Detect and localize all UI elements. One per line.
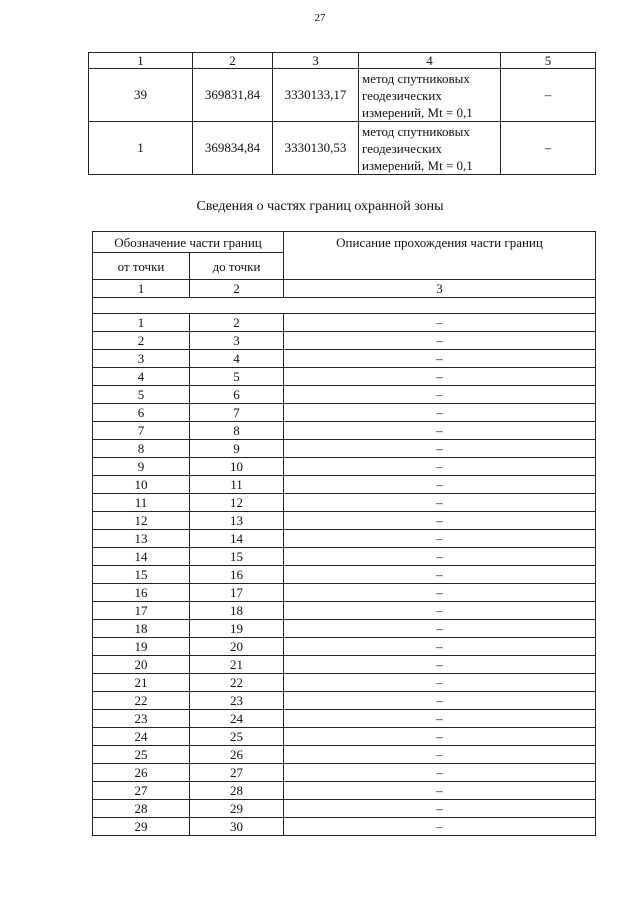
cell-from: 17	[93, 602, 190, 620]
cell-from: 6	[93, 404, 190, 422]
section-title: Сведения о частях границ охранной зоны	[196, 199, 444, 214]
cell-desc: –	[284, 746, 596, 764]
col-header: 3	[273, 53, 359, 69]
cell-from: 29	[93, 818, 190, 836]
cell-to: 26	[190, 746, 284, 764]
cell-to: 11	[190, 476, 284, 494]
coordinates-header-row	[89, 53, 596, 69]
cell-to: 18	[190, 602, 284, 620]
cell-desc: –	[284, 566, 596, 584]
cell-desc: –	[284, 656, 596, 674]
cell-from: 5	[93, 386, 190, 404]
cell-from: 19	[93, 638, 190, 656]
table-row	[93, 764, 596, 782]
method-line: метод спутниковых	[362, 70, 470, 86]
table-row	[93, 800, 596, 818]
cell-desc: –	[284, 494, 596, 512]
cell-from: 16	[93, 584, 190, 602]
table-row	[93, 422, 596, 440]
cell-to: 16	[190, 566, 284, 584]
table-row	[93, 602, 596, 620]
col-header: 4	[359, 53, 501, 69]
coord-y: 3330130,53	[273, 122, 359, 175]
cell-to: 15	[190, 548, 284, 566]
table-row	[89, 122, 596, 175]
method-line: геодезических	[362, 140, 442, 156]
cell-from: 25	[93, 746, 190, 764]
cell-desc: –	[284, 818, 596, 836]
cell-to: 6	[190, 386, 284, 404]
table-row	[93, 314, 596, 332]
header-description: Описание прохождения части границ	[284, 232, 596, 280]
table-row	[93, 638, 596, 656]
col-number: 1	[93, 280, 190, 298]
table-row	[93, 512, 596, 530]
cell-desc: –	[284, 332, 596, 350]
coord-x: 369834,84	[193, 122, 273, 175]
header-from: от точки	[93, 253, 190, 280]
cell-from: 15	[93, 566, 190, 584]
cell-to: 5	[190, 368, 284, 386]
cell-desc: –	[284, 584, 596, 602]
cell-desc: –	[284, 638, 596, 656]
table-row	[93, 530, 596, 548]
table-row	[93, 710, 596, 728]
cell-to: 28	[190, 782, 284, 800]
method-line: измерений, Mt = 0,1	[362, 157, 473, 173]
cell-from: 18	[93, 620, 190, 638]
table-row	[93, 350, 596, 368]
cell-to: 30	[190, 818, 284, 836]
cell-from: 23	[93, 710, 190, 728]
point-number: 1	[89, 122, 193, 175]
cell-to: 23	[190, 692, 284, 710]
table-row	[93, 674, 596, 692]
col-header: 2	[193, 53, 273, 69]
cell-desc: –	[284, 674, 596, 692]
page-number: 27	[314, 12, 326, 24]
cell-desc: –	[284, 440, 596, 458]
cell-to: 2	[190, 314, 284, 332]
cell-desc: –	[284, 728, 596, 746]
table-row	[93, 458, 596, 476]
coord-y: 3330133,17	[273, 69, 359, 122]
cell-desc: –	[284, 548, 596, 566]
cell-desc: –	[284, 512, 596, 530]
cell-from: 27	[93, 782, 190, 800]
cell-to: 10	[190, 458, 284, 476]
coord-x: 369831,84	[193, 69, 273, 122]
header-group: Обозначение части границ	[93, 232, 284, 253]
table-row	[93, 692, 596, 710]
cell-to: 4	[190, 350, 284, 368]
cell-to: 24	[190, 710, 284, 728]
table-row	[93, 566, 596, 584]
table-row	[93, 620, 596, 638]
cell-from: 2	[93, 332, 190, 350]
cell-from: 9	[93, 458, 190, 476]
column-numbers-row	[93, 280, 596, 298]
cell-to: 17	[190, 584, 284, 602]
method-line: геодезических	[362, 87, 442, 103]
parts-table	[92, 231, 596, 836]
empty-cell	[93, 298, 596, 314]
cell-to: 19	[190, 620, 284, 638]
cell-from: 28	[93, 800, 190, 818]
cell-desc: –	[284, 620, 596, 638]
table-row	[93, 440, 596, 458]
parts-header-row	[93, 232, 596, 253]
cell-from: 11	[93, 494, 190, 512]
cell-desc: –	[284, 404, 596, 422]
header-to: до точки	[190, 253, 284, 280]
table-row	[93, 782, 596, 800]
note-cell: –	[501, 69, 596, 122]
cell-to: 29	[190, 800, 284, 818]
method-line: измерений, Mt = 0,1	[362, 104, 473, 120]
coordinates-table	[88, 52, 596, 175]
cell-desc: –	[284, 314, 596, 332]
cell-to: 12	[190, 494, 284, 512]
table-row	[93, 548, 596, 566]
cell-to: 9	[190, 440, 284, 458]
cell-from: 24	[93, 728, 190, 746]
cell-from: 20	[93, 656, 190, 674]
col-header: 5	[501, 53, 596, 69]
table-row	[93, 368, 596, 386]
cell-desc: –	[284, 386, 596, 404]
cell-to: 14	[190, 530, 284, 548]
cell-desc: –	[284, 692, 596, 710]
col-header: 1	[89, 53, 193, 69]
cell-from: 22	[93, 692, 190, 710]
cell-from: 13	[93, 530, 190, 548]
col-number: 3	[284, 280, 596, 298]
cell-desc: –	[284, 476, 596, 494]
cell-from: 12	[93, 512, 190, 530]
cell-from: 14	[93, 548, 190, 566]
table-row	[93, 404, 596, 422]
cell-desc: –	[284, 602, 596, 620]
table-row	[93, 476, 596, 494]
table-row	[93, 584, 596, 602]
method-cell	[359, 69, 501, 122]
cell-to: 22	[190, 674, 284, 692]
cell-from: 21	[93, 674, 190, 692]
cell-desc: –	[284, 800, 596, 818]
cell-to: 3	[190, 332, 284, 350]
cell-from: 3	[93, 350, 190, 368]
table-row	[93, 386, 596, 404]
cell-to: 27	[190, 764, 284, 782]
table-row	[93, 818, 596, 836]
method-cell	[359, 122, 501, 175]
empty-row	[93, 298, 596, 314]
table-row	[89, 69, 596, 122]
cell-to: 13	[190, 512, 284, 530]
cell-desc: –	[284, 422, 596, 440]
cell-from: 10	[93, 476, 190, 494]
cell-from: 8	[93, 440, 190, 458]
method-line: метод спутниковых	[362, 123, 470, 139]
point-number: 39	[89, 69, 193, 122]
cell-desc: –	[284, 458, 596, 476]
cell-to: 8	[190, 422, 284, 440]
table-row	[93, 494, 596, 512]
cell-to: 25	[190, 728, 284, 746]
table-row	[93, 746, 596, 764]
cell-from: 7	[93, 422, 190, 440]
cell-desc: –	[284, 782, 596, 800]
note-cell: –	[501, 122, 596, 175]
col-number: 2	[190, 280, 284, 298]
cell-to: 21	[190, 656, 284, 674]
cell-to: 20	[190, 638, 284, 656]
cell-to: 7	[190, 404, 284, 422]
table-row	[93, 656, 596, 674]
cell-desc: –	[284, 710, 596, 728]
cell-from: 26	[93, 764, 190, 782]
cell-from: 4	[93, 368, 190, 386]
table-row	[93, 728, 596, 746]
cell-desc: –	[284, 350, 596, 368]
cell-desc: –	[284, 368, 596, 386]
cell-desc: –	[284, 530, 596, 548]
cell-desc: –	[284, 764, 596, 782]
cell-from: 1	[93, 314, 190, 332]
table-row	[93, 332, 596, 350]
